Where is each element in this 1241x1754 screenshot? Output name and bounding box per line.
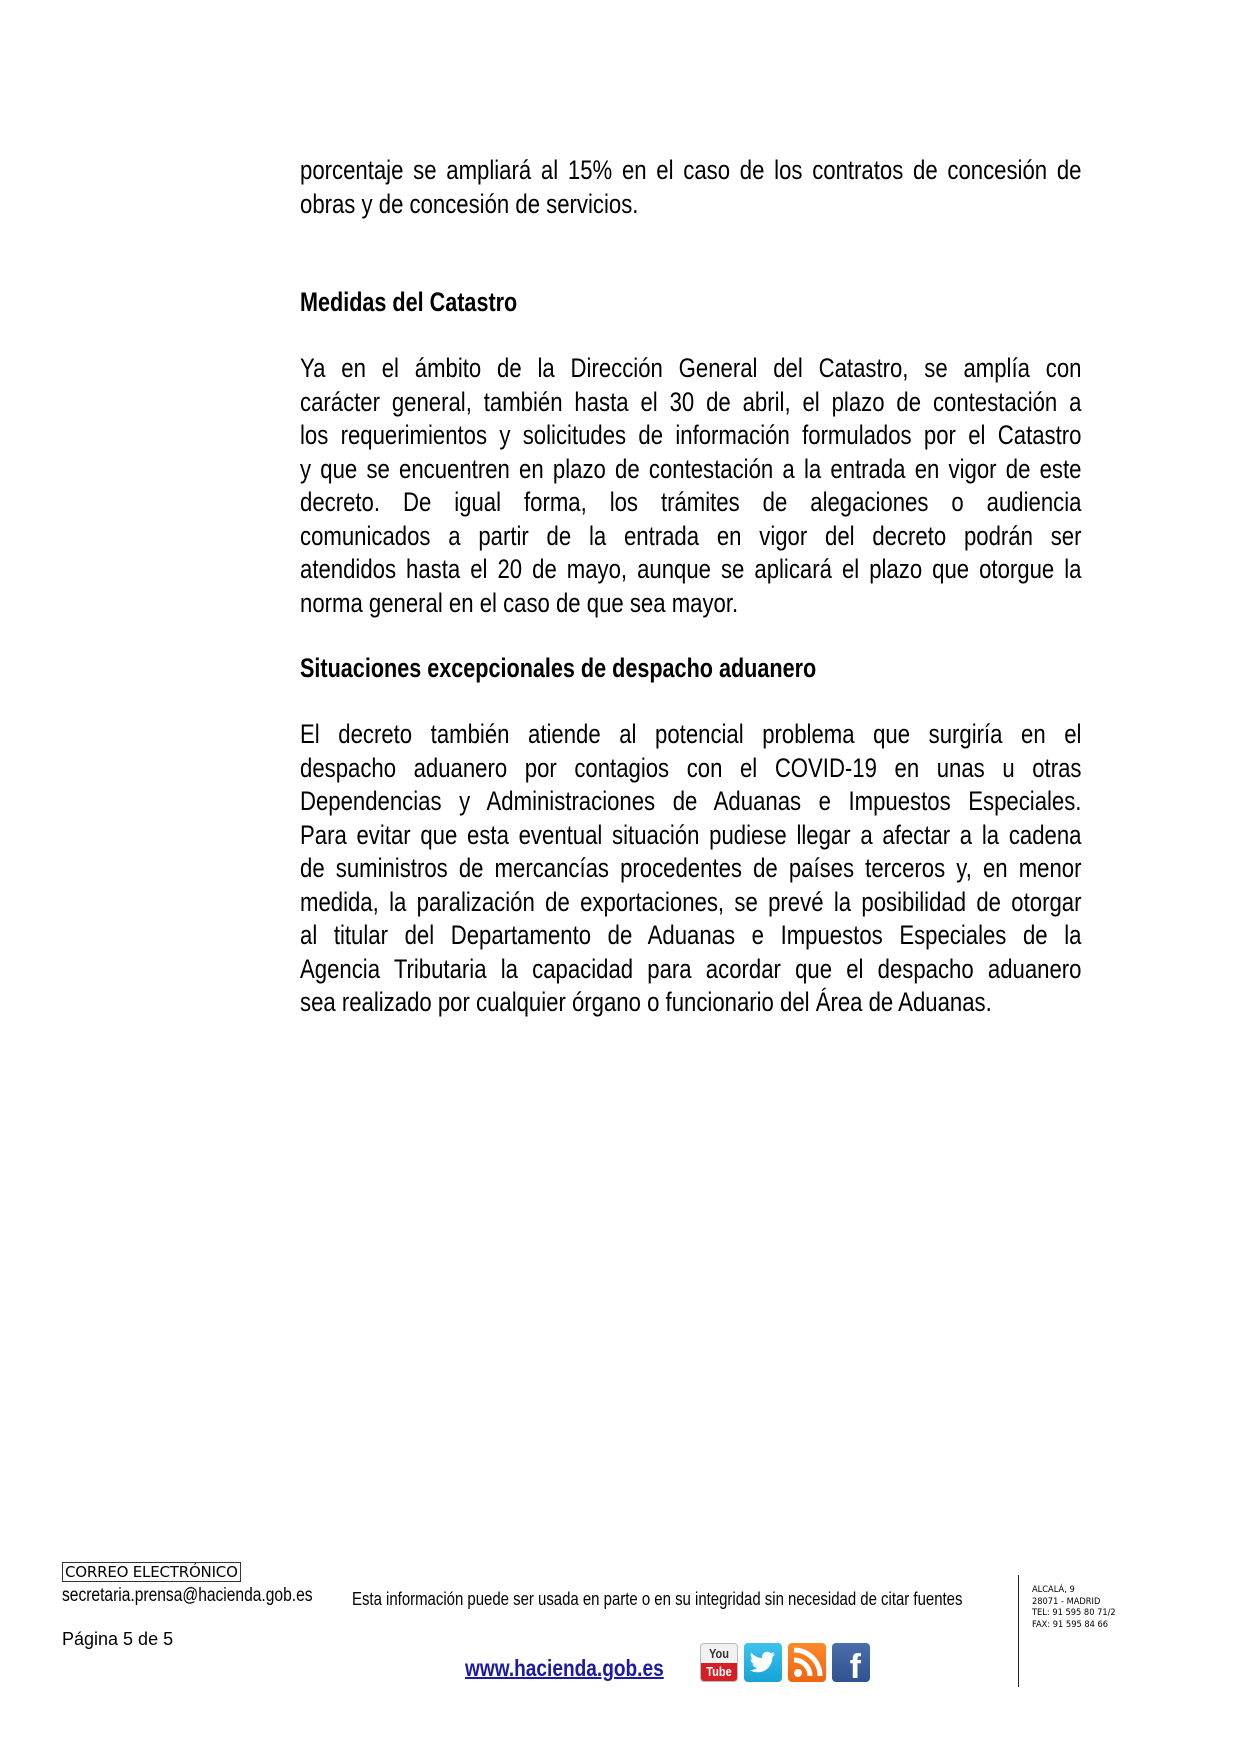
paragraph-line: Dependencias y Administraciones de Aduanas e Impuestos Especiales. (300, 786, 1082, 816)
paragraph-line: los requerimientos y solicitudes de información formulados por el Catastro (300, 420, 1082, 450)
paragraph-line: al titular del Departamento de Aduanas e Impuestos Especiales de la (300, 920, 1082, 950)
paragraph-line: decreto. De igual forma, los trámites de alegaciones o audiencia (300, 487, 1082, 517)
youtube-icon-top-text: You (708, 1646, 730, 1661)
section-paragraph-aduanas (300, 718, 1082, 1020)
section-paragraph-catastro (300, 352, 1082, 620)
website-link[interactable]: www.hacienda.gob.es (465, 1655, 664, 1681)
address-phone: TEL: 91 595 80 71/2 (1032, 1608, 1116, 1618)
email-label: CORREO ELECTRÓNICO (62, 1562, 241, 1582)
youtube-icon[interactable] (700, 1643, 738, 1682)
paragraph-line: Agencia Tributaria la capacidad para acordar que el despacho aduanero (300, 953, 1082, 984)
paragraph-line: El decreto también atiende al potencial problema que surgiría en el (300, 719, 1082, 749)
footer-divider (1018, 1575, 1019, 1687)
intro-paragraph (300, 154, 1082, 221)
rss-icon[interactable] (788, 1643, 826, 1682)
youtube-icon-bottom-text: Tube (706, 1664, 732, 1679)
paragraph-line: Ya en el ámbito de la Dirección General del Catastro, se amplía con (300, 353, 1082, 383)
paragraph-line: medida, la paralización de exportaciones, se prevé la posibilidad de otorgar (300, 886, 1082, 917)
paragraph-line: obras y de concesión de servicios. (300, 188, 639, 219)
paragraph-line: porcentaje se ampliará al 15% en el caso de los contratos de concesión de (300, 155, 1082, 185)
section-heading-catastro: Medidas del Catastro (300, 287, 518, 317)
section-heading-aduanas: Situaciones excepcionales de despacho aduanero (300, 653, 817, 683)
page-indicator: Página 5 de 5 (62, 1629, 174, 1649)
facebook-icon[interactable] (832, 1643, 870, 1682)
paragraph-line: Para evitar que esta eventual situación pudiese llegar a afectar a la cadena (300, 819, 1082, 850)
paragraph-line: comunicados a partir de la entrada en vigor del decreto podrán ser (300, 520, 1082, 551)
paragraph-line: carácter general, también hasta el 30 de abril, el plazo de contestación a (300, 386, 1082, 417)
paragraph-line: y que se encuentren en plazo de contestación a la entrada en vigor de este (300, 453, 1082, 484)
address-line: 28071 - MADRID (1032, 1596, 1101, 1607)
facebook-glyph: f (849, 1648, 861, 1682)
disclaimer-text: Esta información puede ser usada en parte o en su integridad sin necesidad de citar fuentes (352, 1589, 963, 1609)
postal-address (1032, 1585, 1123, 1631)
rss-glyph (788, 1643, 826, 1682)
twitter-icon[interactable] (744, 1643, 782, 1682)
email-address-link[interactable]: secretaria.prensa@hacienda.gob.es (62, 1585, 313, 1606)
paragraph-line: de suministros de mercancías procedentes de países terceros y, en menor (300, 853, 1082, 883)
address-line: ALCALÁ, 9 (1032, 1585, 1075, 1595)
paragraph-line: sea realizado por cualquier órgano o funcionario del Área de Aduanas. (300, 987, 992, 1017)
address-fax: FAX: 91 595 84 66 (1032, 1619, 1109, 1630)
twitter-bird-glyph (744, 1643, 782, 1682)
paragraph-line: despacho aduanero por contagios con el COVID-19 en unas u otras (300, 752, 1082, 783)
paragraph-line: norma general en el caso de que sea mayor. (300, 587, 739, 618)
paragraph-line: atendidos hasta el 20 de mayo, aunque se aplicará el plazo que otorgue la (300, 554, 1082, 584)
